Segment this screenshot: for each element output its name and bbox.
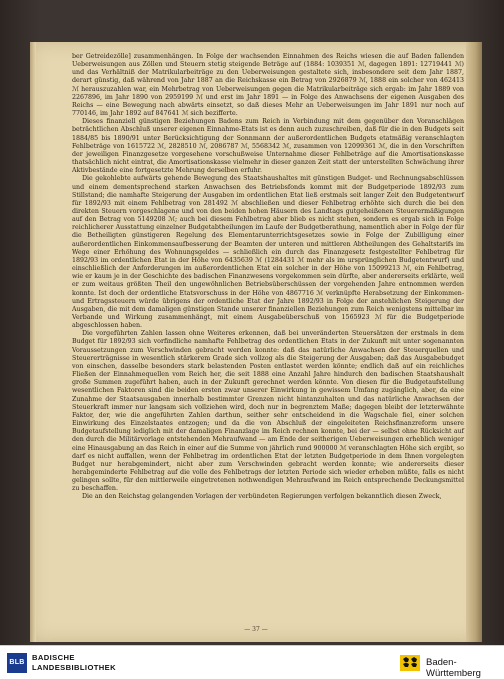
page-text — [72, 53, 464, 502]
paragraph: Die an den Reichstag gelangenden Vorlagen der verbündeten Regierungen verfolgen bekanntlich diesen Zweck, — [82, 493, 442, 501]
scanned-page — [30, 42, 482, 642]
baden-wuerttemberg-crest-icon — [400, 655, 420, 671]
library-name-line2: LANDESBIBLIOTHEK — [32, 662, 117, 672]
page-left-edge — [30, 42, 36, 642]
library-name[interactable] — [32, 653, 116, 672]
blb-logo[interactable]: BLB — [7, 653, 27, 673]
page-right-edge — [466, 42, 482, 642]
library-name-line1: BADISCHE — [32, 653, 75, 662]
paragraph: Die vorgeführten Zahlen lassen ohne Weiteres erkennen, daß bei unveränderten Steuersätzen der erstmals in dem Budget für 1892/93 sich vorfindliche namhafte Fehlbetrag des ordentlichen Etats in der Zukunft mit unter sogenannten Voraussetzungen zum Verschwinden gebracht werden konnte: daß das natürliche Anwachsen der Steuerquellen und Steuererträgnisse in wesentlich stärkerem Grade sich vollzog als die Steigerung der Ausgaben; daß das Ausgabebudget von einschen, dasselbe besonders stark belastenden Posten entlastet werden könnte; endlich daß auf ein reichliches Fließen der Einnahmequellen vom Reich her, die seit 1888 eine Anzahl Jahre hindurch den badischen Staatshaushalt große Summen zugeführt haben, auch in der Zukunft gerechnet werden könnte. Von diesen für die Budgetaufstellung wesentlichen Faktoren sind die beiden ersten zwar unserer Einwirkung in gewissem Umfang zugänglich, aber, da eine Zunahme der Staatsausgaben innerhalb bestimmter Grenzen nicht hintanzuhalten und das natürliche Anwachsen der Steuerkraft immer nur langsam sich vollziehen wird, doch nur in begrenztem Maße; dagegen bleibt der letzterwähnte Faktor, der, wie die angeführten Zahlen darthun, seither sehr entscheidend in die Wagschale fiel, einer solchen Einwirkung des Einzelstaates entzogen; und da die von Abschluß der eingeleiteten Reichsfinanzreform unsere Budgetaufstellung lediglich mit der damaligen Finanzlage im Reich rechnen konnte, bei der — selbst ohne Rücksicht auf den durch die Militärvorlage entstehenden Mehraufwand — am Ende der seitherigen Ueberweisungen erheblich weniger eine Hinausgabung an das Reich in einer auf die Summe von jährlich rund 900000 ℳ veranschlagten Höhe sich ergibt, so darf es nicht auffallen, wenn der Fehlbetrag im ordentlichen Etat der letzten Budgetperiode in dem Ihnen vorgelegten Budget nur herabgemindert, nicht aber zum Verschwinden gebracht werden konnte; wie andererseits dieser herabgeminderte Fehlbetrag auf die volle des Fehlbetrags der letzten Periode sich wieder erheben müßte, falls es nicht gelingen sollte, für den mittlerweile eingetretenen nothwendigen Mehraufwand im Reich entsprechende Deckungsmittel zu beschaffen. — [72, 330, 464, 493]
paragraph: ber Getreidezölle] zusammenhängen. In Folge der wachsenden Einnahmen des Reichs wiesen die auf Baden fallenden Ueberweisungen aus Zöllen und Steuern stetig steigende Beträge auf (1884: 1039351 ℳ, dagegen 1891: 12719441 ℳ) und das Verhältniß der Matrikularbeiträge zu den Ueberweisungen gestaltete sich, insbesondere seit dem Jahr 1887, derart günstig, daß während von Jahr 1887 an die Reichskasse ein Betrag von 2926879 ℳ, 1888 ein solcher von 462413 ℳ herauszuzahlen war, ein Mehrbetrag von Ueberweisungen gegen die Matrikularbeiträge sich ergab: im Jahr 1889 von 2267896, im Jahr 1890 von 2959199 ℳ und erst im Jahr 1891 — in Folge des Anwachsens der eigenen Ausgaben des Reichs — eine Bewegung nach abwärts einsetzt, so daß dieses Mehr an Ueberweisungen im Jahr 1891 nur noch auf 770146, im Jahr 1892 auf 847641 ℳ sich bezifferte. — [72, 53, 464, 118]
page-number: — 37 — — [244, 626, 268, 633]
state-name[interactable]: Baden-Württemberg — [426, 657, 481, 679]
footer-bar — [0, 645, 504, 679]
paragraph: Dieses finanziell günstigen Beziehungen Badens zum Reich in Verbindung mit dem gegenüber den Voranschlägen beträchtlichen Abschluß unserer eigenen Einnahme-Etats ist es denn auch zuzuschreiben, daß für die in den Budgets seit 1884/85 bis 1890/91 unter Berücksichtigung der Sonnmann der außerordentlichen Budgets etatmäßig veranschlagten Fehlbeträge von 1615722 ℳ, 2828510 ℳ, 2086787 ℳ, 5568342 ℳ, zusammen von 12099361 ℳ, die in den Vorschriften der jeweiligen Finanzgesetze vorgesehene vorschußweise Unternahme dieser Fehlbeträge auf die Amortisationskasse thatsächlich nicht eintrat, die Amortisationskasse vielmehr in dieser ganzen Zeit statt der unterstellten Schwächung ihrer Aktivbestände eine fortgesetzte Mehrung derselben erfuhr. — [72, 118, 464, 175]
paragraph: Die gekohlebte aufwärts gehende Bewegung des Staatshaushaltes mit günstigen Budget- und Rechnungsabschlüssen und einem dementsprechend starken Anwachsen des Betriebsfonds kommt mit der Budgetperiode 1892/93 zum Stillstand; die namhafte Steigerung der Ausgaben im ordentlichen Etat ließ erstmals seit langer Zeit den Budgetentwurf für 1892/93 mit einem Fehlbetrag von 281492 ℳ abschließen und dieser Fehlbetrag erhöhte sich durch die bei den direkten Steuern vorgeschlagene und von den beiden hohen Häusern des Landtags gutgeheißenen Steuerermäßigungen auf den Betrag von 5149208 ℳ; auch bei diesem Fehlbetrag aber blieb es nicht stehen, sondern es ergab sich in Folge reichlicherer Ausstattung einzelner Budgetabtheilungen im Laufe der Budgetberathung, namentlich aber in Folge der für die Betheiligten günstigeren Regelung des Elementarunterrichtsgesetzes sowie in Folge der Zubilligung einer außerordentlichen Einkommensaufbesserung der Beamten der unteren und mittleren Abtheilungen des Gehaltstarifs im Wege einer Erhöhung des Wohnungsgeldes — schließlich ein durch das Finanzgesetz festgestellter Fehlbetrag für 1892/93 im ordentlichen Etat in der Höhe von 6435639 ℳ (1284431 ℳ mehr als im ursprünglichen Budgetentwurf) und einschließlich der Anforderungen im außerordentlichen Etat ein solcher in der Höhe von 15099213 ℳ, ein Fehlbetrag, wie er kaum je in der Geschichte des badischen Finanzwesens vorgekommen sein dürfte, aber andererseits erklärte, weil er zum weitaus größten Theil den ungewöhnlichen Betriebsüberschüssen der vorgehenden Jahre entnommen werden konnte. Ist doch der ordentliche Etatsvorschuss in der Höhe von 4867716 ℳ verknüpfte Herabsetzung der Einkommen- und Ertragssteuern würde übrigens der ordentliche Etat der Jahre 1892/93 in Folge der anstehlichen Steigerung der Ausgaben, die mit dem damaligen günstigen Stande unserer finanziellen Beziehungen zum Reich wenigstens mittelbar im Verbande und Wirkung zusammenhängt, mit einem Ausgabeüberschuß von 1565923 ℳ für die Budgetperiode abgeschlossen haben. — [72, 175, 464, 330]
